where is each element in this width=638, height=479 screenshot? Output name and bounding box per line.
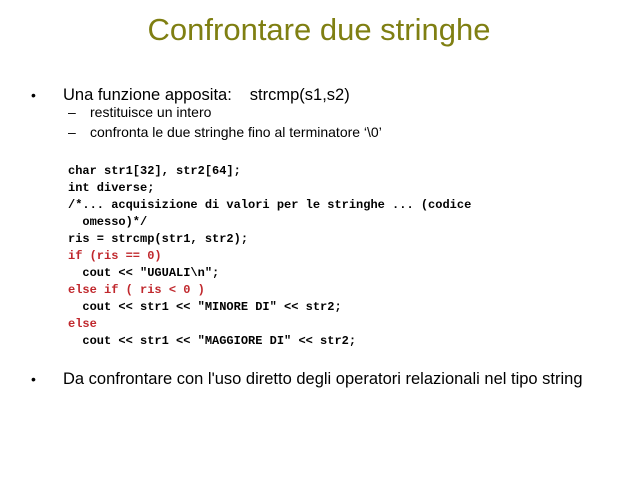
code-line: cout << "UGUALI\n"; xyxy=(68,266,220,280)
dash-icon: – xyxy=(68,124,76,140)
sub-item-text: confronta le due stringhe fino al terminatore ‘\0’ xyxy=(90,124,382,140)
code-line: char str1[32], str2[64]; xyxy=(68,164,241,178)
code-line: /*... acquisizione di valori per le stringhe ... (codice xyxy=(68,198,472,212)
code-line: ris = strcmp(str1, str2); xyxy=(68,232,249,246)
code-line: int diverse; xyxy=(68,181,155,195)
code-line-keyword: if (ris == 0) xyxy=(68,249,162,263)
code-line: omesso)*/ xyxy=(68,215,148,229)
bullet-text: Da confrontare con l'uso diretto degli operatori relazionali nel tipo string xyxy=(63,370,583,388)
code-line: cout << str1 << "MINORE DI" << str2; xyxy=(68,300,342,314)
dash-icon: – xyxy=(68,104,76,120)
bullet-dot-icon: • xyxy=(31,371,36,387)
code-block xyxy=(68,163,471,350)
bullet-code-reference: strcmp(s1,s2) xyxy=(249,86,350,104)
sub-item-text: restituisce un intero xyxy=(90,104,212,120)
code-line: cout << str1 << "MAGGIORE DI" << str2; xyxy=(68,334,357,348)
code-line-keyword: else if ( ris < 0 ) xyxy=(68,283,205,297)
code-line-keyword: else xyxy=(68,317,97,331)
slide-title: Confrontare due stringhe xyxy=(147,12,491,47)
bullet-text: Una funzione apposita: xyxy=(63,86,232,104)
bullet-dot-icon: • xyxy=(31,87,36,103)
